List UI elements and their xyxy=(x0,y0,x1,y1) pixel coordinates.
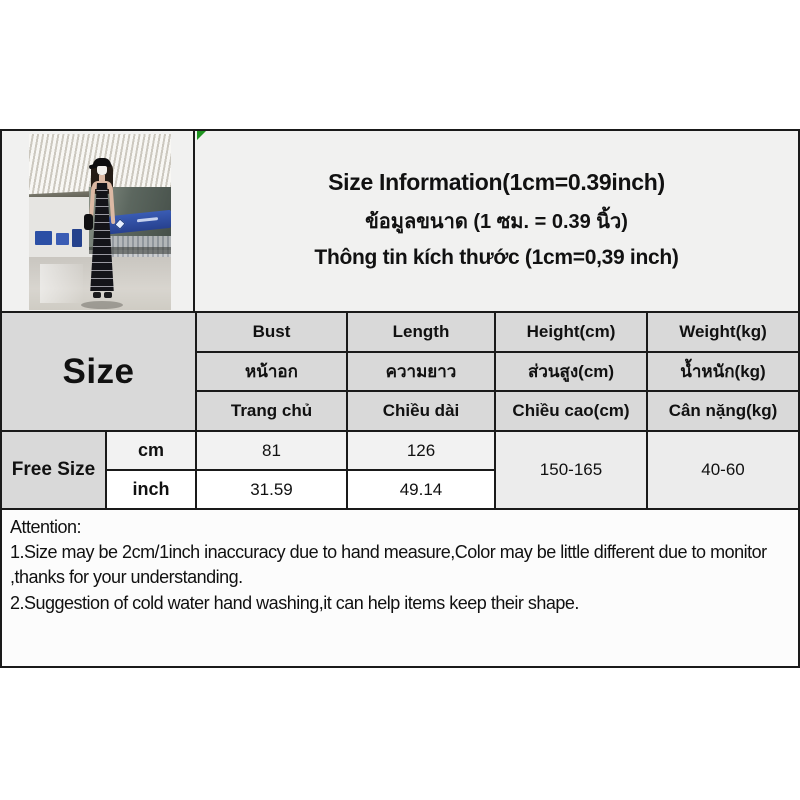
value-weight-range: 40-60 xyxy=(648,432,798,508)
title-thai: ข้อมูลขนาด (1 ซม. = 0.39 นิ้ว) xyxy=(365,210,628,233)
attention-note-1: 1.Size may be 2cm/1inch inaccuracy due to hand measure,Color may be little different due to monitor ,thanks for your understanding. xyxy=(10,542,767,588)
table-corner-size-label: Size xyxy=(2,313,195,430)
green-corner-marker xyxy=(197,131,206,140)
header-length-th: ความยาว xyxy=(348,353,494,390)
banner-text-mark xyxy=(137,217,158,222)
header-bust-vi: Trang chủ xyxy=(197,392,346,430)
size-chart-card xyxy=(0,129,800,668)
value-bust-inch: 31.59 xyxy=(197,471,346,508)
header-height-en: Height(cm) xyxy=(496,313,646,351)
value-bust-cm: 81 xyxy=(197,432,346,469)
header-bust-en: Bust xyxy=(197,313,346,351)
row-label-free-size: Free Size xyxy=(2,432,105,508)
photo-cell xyxy=(2,131,195,311)
floor-reflection xyxy=(40,264,83,303)
attention-notes xyxy=(2,510,798,666)
attention-note-2: 2.Suggestion of cold water hand washing,it can help items keep their shape. xyxy=(10,592,579,613)
title-block xyxy=(195,131,798,311)
product-photo xyxy=(29,134,171,310)
size-table xyxy=(2,311,798,510)
unit-label-cm: cm xyxy=(107,432,195,469)
left-sandal xyxy=(93,292,101,298)
right-sandal xyxy=(104,292,112,298)
wall-sign xyxy=(56,233,69,245)
face-mask xyxy=(97,166,107,175)
wall-sign xyxy=(72,229,82,247)
header-bust-th: หน้าอก xyxy=(197,353,346,390)
header-weight-th: น้ำหนัก(kg) xyxy=(648,353,798,390)
attention-heading: Attention: xyxy=(10,517,82,537)
title-vietnamese: Thông tin kích thước (1cm=0,39 inch) xyxy=(314,245,679,269)
header-length-en: Length xyxy=(348,313,494,351)
title-english: Size Information(1cm=0.39inch) xyxy=(328,168,665,195)
model-figure xyxy=(87,156,117,306)
top-section xyxy=(2,131,798,311)
value-length-inch: 49.14 xyxy=(348,471,494,508)
header-height-vi: Chiều cao(cm) xyxy=(496,392,646,430)
header-weight-vi: Cân nặng(kg) xyxy=(648,392,798,430)
value-length-cm: 126 xyxy=(348,432,494,469)
unit-label-inch: inch xyxy=(107,471,195,508)
header-weight-en: Weight(kg) xyxy=(648,313,798,351)
wall-sign xyxy=(35,231,52,245)
header-height-th: ส่วนสูง(cm) xyxy=(496,353,646,390)
figure-shadow xyxy=(81,301,123,309)
right-arm xyxy=(109,186,116,224)
value-height-range: 150-165 xyxy=(496,432,646,508)
shoulder-bag xyxy=(84,214,93,230)
header-length-vi: Chiều dài xyxy=(348,392,494,430)
